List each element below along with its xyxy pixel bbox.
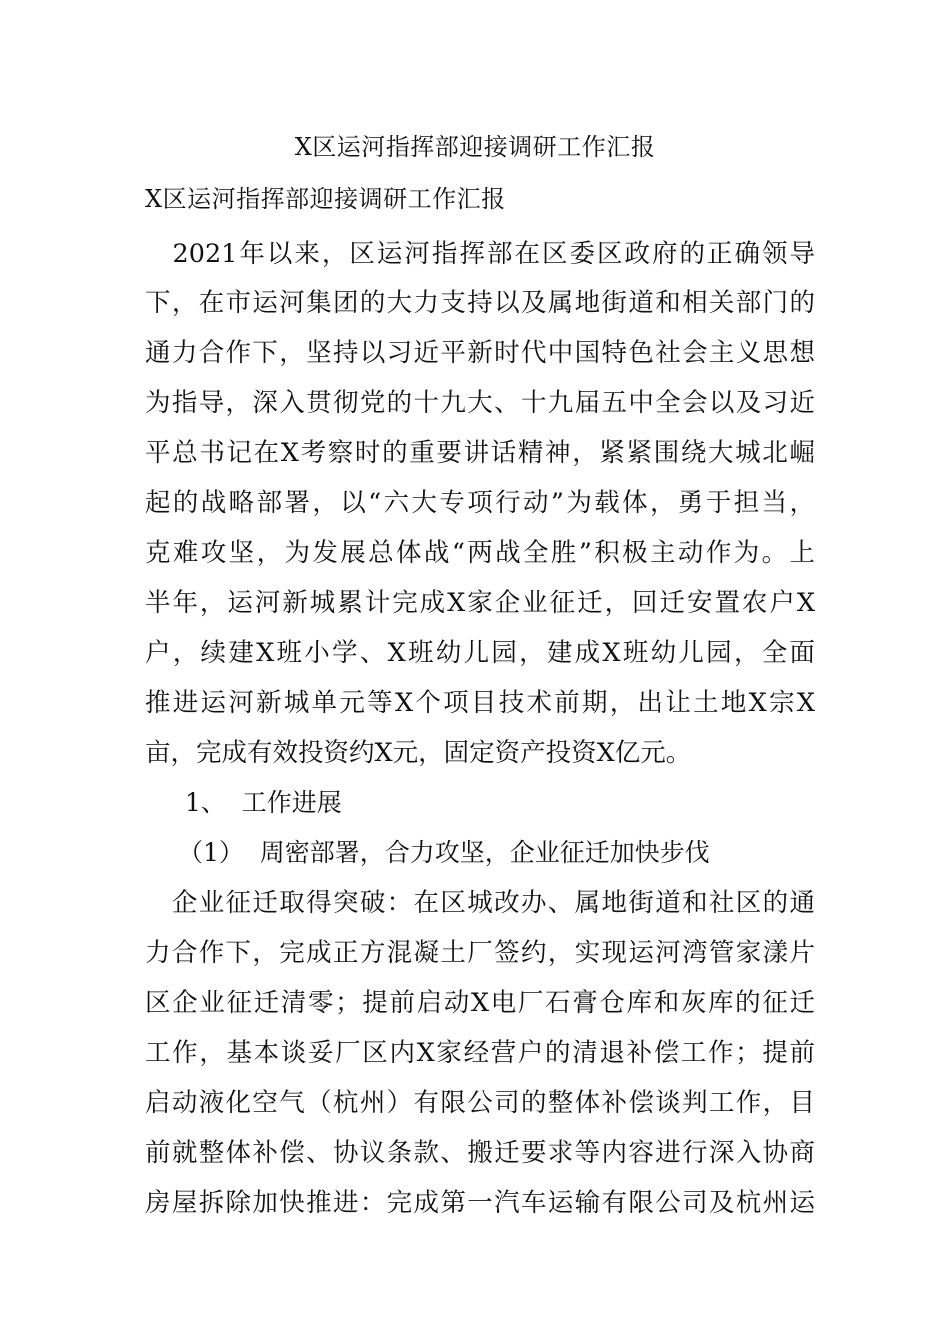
body-line: 前就整体补偿、协议条款、搬迁要求等内容进行深入协商 (145, 1138, 815, 1168)
intro-line: 户，续建X班小学、X班幼儿园，建成X班幼儿园，全面 (145, 638, 815, 668)
document-subtitle: X区运河指挥部迎接调研工作汇报 (145, 185, 506, 213)
intro-line: 亩，完成有效投资约X元，固定资产投资X亿元。 (145, 738, 692, 768)
body-line: 工作，基本谈妥厂区内X家经营户的清退补偿工作；提前 (145, 1038, 815, 1068)
body-line: 房屋拆除加快推进：完成第一汽车运输有限公司及杭州运 (145, 1188, 815, 1218)
section-heading: 1、 工作进展 (185, 788, 342, 817)
body-line: 企业征迁取得突破：在区城改办、属地街道和社区的通 (145, 888, 815, 918)
intro-line: 起的战略部署，以“六大专项行动”为载体，勇于担当， (145, 488, 815, 518)
intro-line: 通力合作下，坚持以习近平新时代中国特色社会主义思想 (145, 338, 815, 368)
body-line: 力合作下，完成正方混凝土厂签约，实现运河湾管家漾片 (145, 938, 815, 968)
intro-line: 为指导，深入贯彻党的十九大、十九届五中全会以及习近 (145, 388, 815, 418)
intro-line: 下，在市运河集团的大力支持以及属地街道和相关部门的 (145, 288, 815, 318)
subsection-heading: （1） 周密部署，合力攻坚，企业征迁加快步伐 (178, 838, 710, 867)
document-title: X区运河指挥部迎接调研工作汇报 (294, 133, 656, 161)
intro-line: 平总书记在X考察时的重要讲话精神，紧紧围绕大城北崛 (145, 438, 815, 468)
intro-line: 克难攻坚，为发展总体战“两战全胜”积极主动作为。上 (145, 538, 815, 568)
intro-line: 2021年以来，区运河指挥部在区委区政府的正确领导 (145, 239, 815, 269)
body-line: 区企业征迁清零；提前启动X电厂石膏仓库和灰库的征迁 (145, 988, 815, 1018)
body-line: 启动液化空气（杭州）有限公司的整体补偿谈判工作，目 (145, 1088, 815, 1118)
intro-line: 推进运河新城单元等X个项目技术前期，出让土地X宗X (145, 688, 815, 718)
intro-line: 半年，运河新城累计完成X家企业征迁，回迁安置农户X (145, 588, 815, 618)
